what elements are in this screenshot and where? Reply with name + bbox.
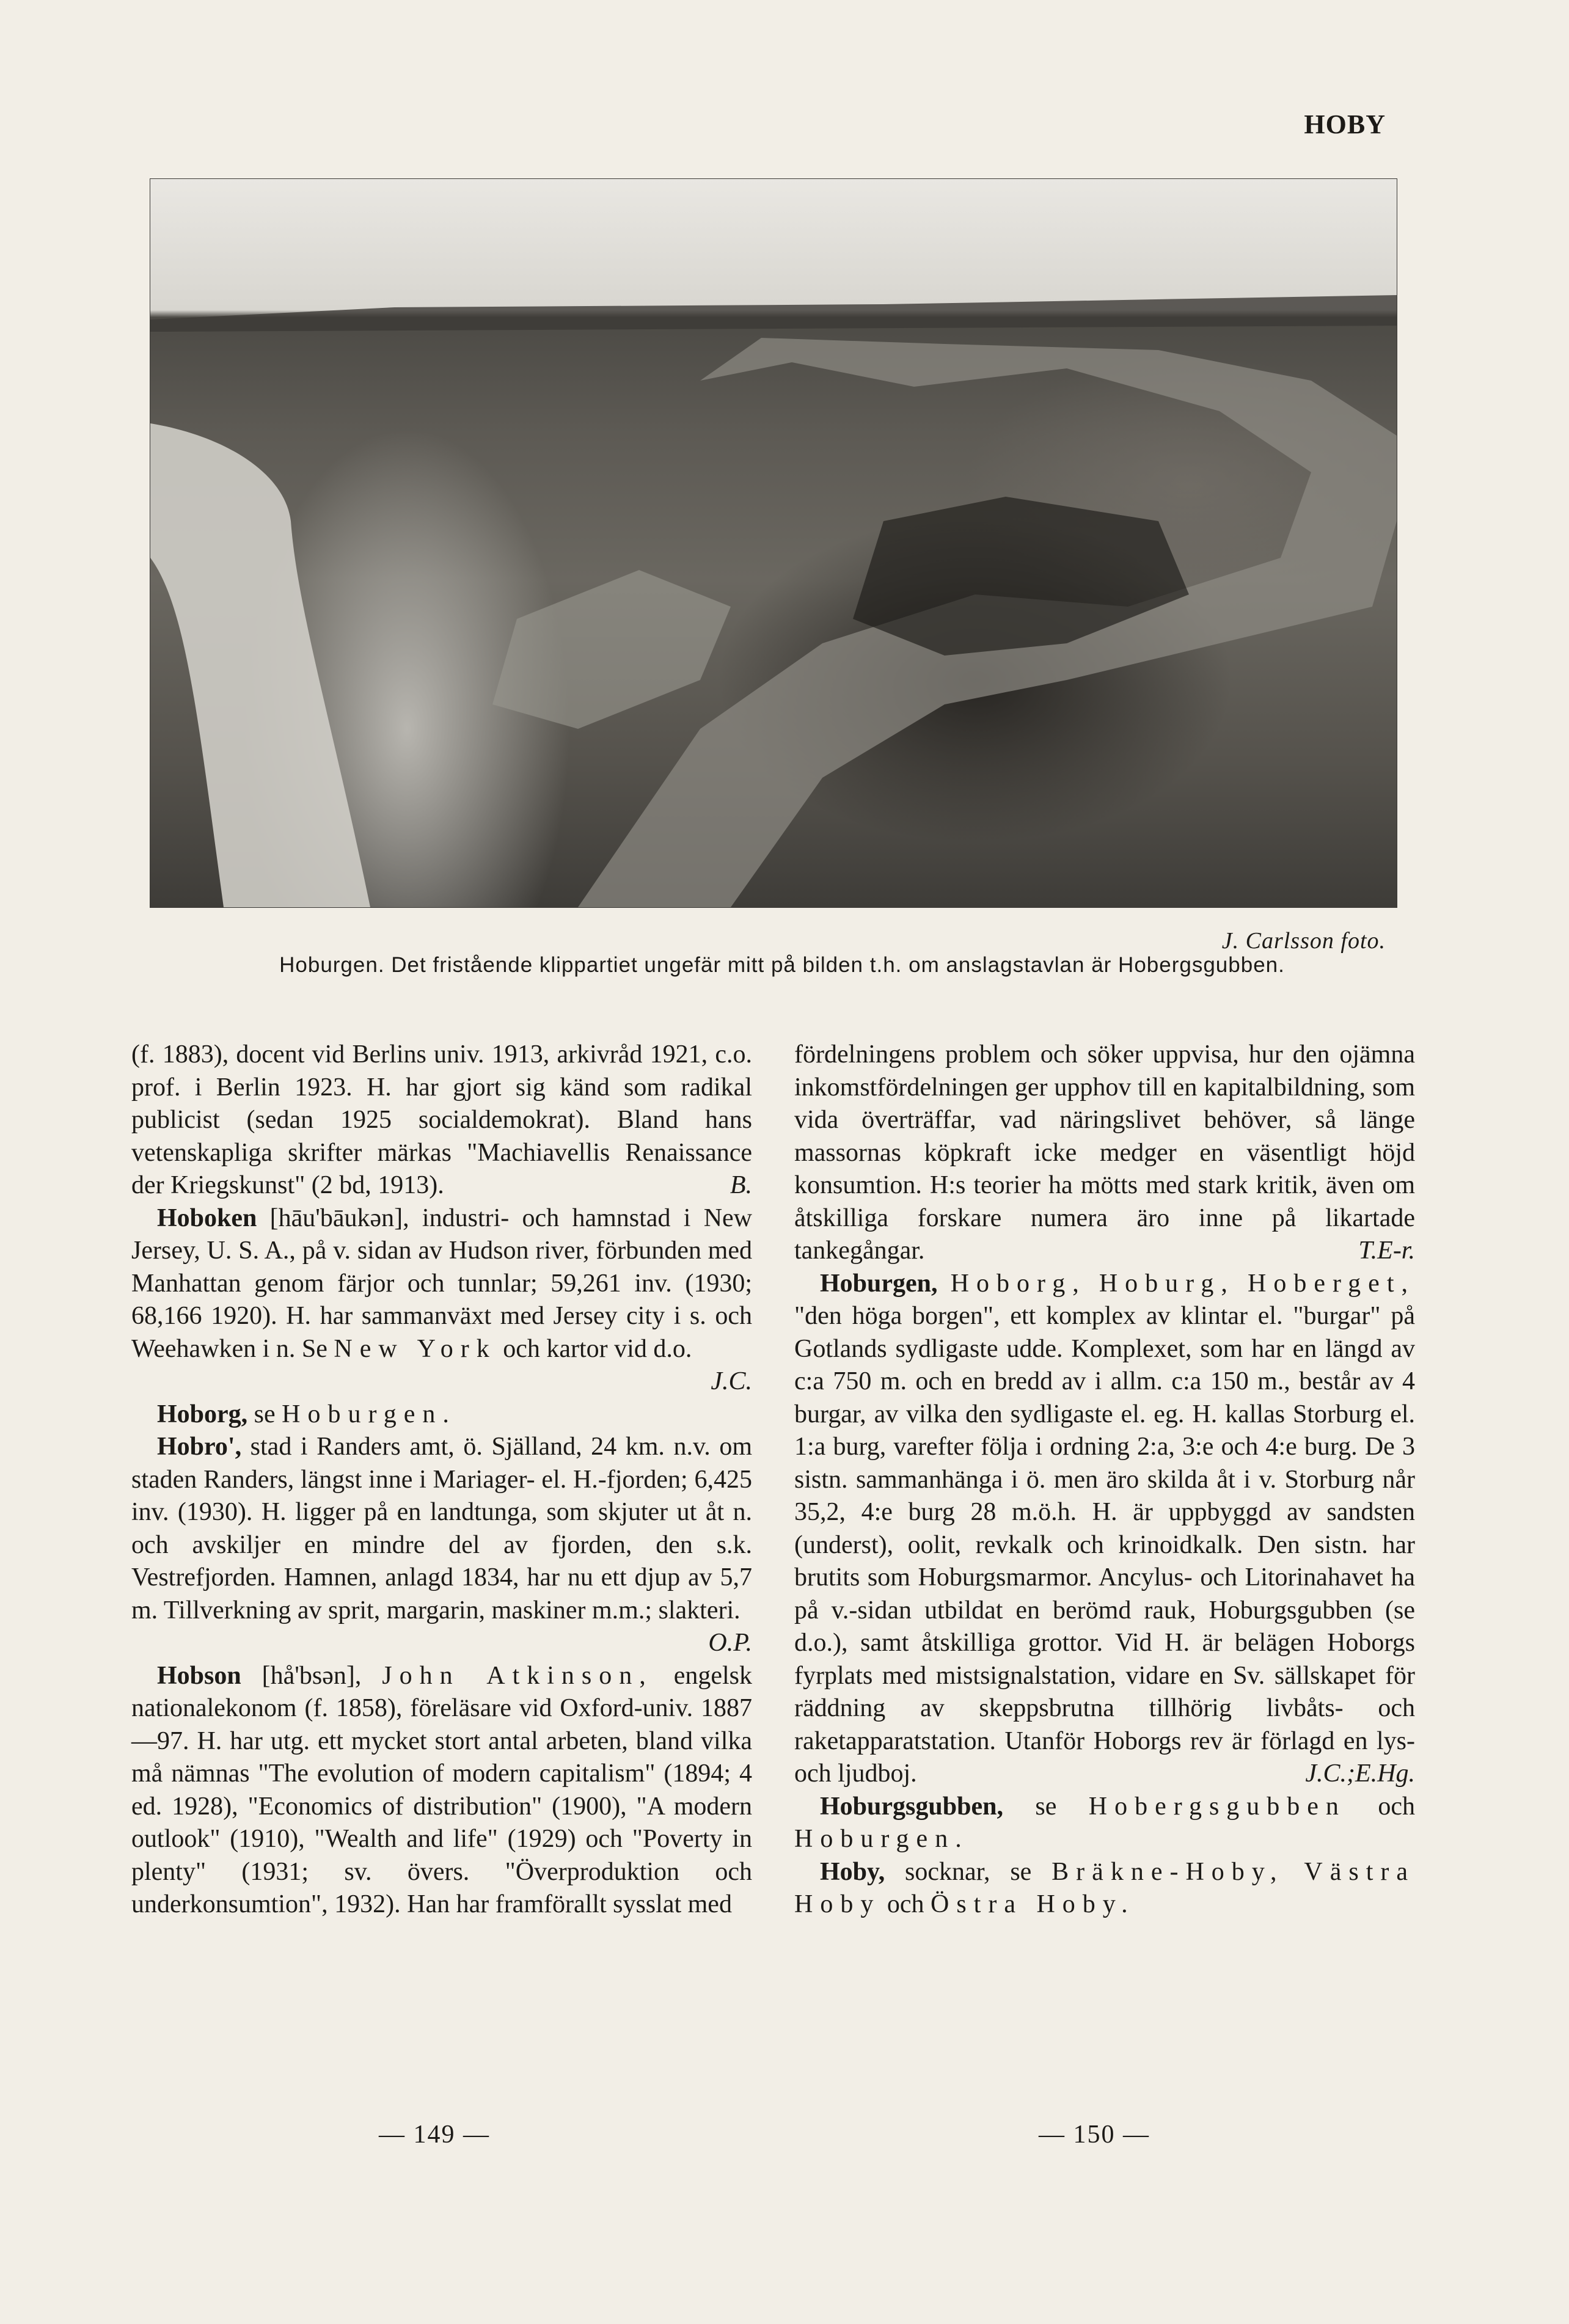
entry-text: [hāu'bāukən], industri- och hamnstad i New Jersey, U. S. A., på v. sidan av Hudson river, förbunden med Manhattan genom färjor och tunnlar; 59,261 inv. (1930; 68,166 1920). H. har sammanväxt med Jersey city i s. och Weehawken i n. Se xyxy=(131,1204,752,1363)
photo-credit: J. Carlsson foto. xyxy=(1221,928,1386,954)
entry-continuation xyxy=(794,1039,1415,1268)
left-column xyxy=(131,1039,752,1921)
photo-illustration xyxy=(150,179,1397,907)
cross-reference: Bräkne-Hoby, xyxy=(1051,1857,1284,1886)
person-name: John Atkinson, xyxy=(382,1661,653,1690)
cross-reference: Östra Hoby. xyxy=(931,1890,1135,1918)
page-number-left: — 149 — xyxy=(379,2121,490,2149)
alternate-name: Hoborg, xyxy=(950,1269,1086,1298)
cross-reference: New York xyxy=(334,1334,497,1363)
headword: Hoborg, xyxy=(157,1400,248,1428)
alternate-name: Hoberget, xyxy=(1247,1269,1415,1298)
alternate-name: Hoburg, xyxy=(1099,1269,1235,1298)
figure-caption: Hoburgen. Det fristående klippartiet ungefär mitt på bilden t.h. om anslagstavlan är Hobergsgubben. xyxy=(279,953,1285,977)
entry-hoby xyxy=(794,1856,1415,1921)
author-signature: J.C. xyxy=(711,1367,752,1395)
entry-hoborg xyxy=(131,1398,752,1431)
author-signature: O.P. xyxy=(708,1629,752,1657)
author-signature: T.E-r. xyxy=(1358,1237,1415,1265)
cross-reference: Hobergsgubben xyxy=(1088,1792,1346,1821)
entry-text: "den höga borgen", ett komplex av klintar el. "burgar" på Gotlands sydligaste udde. Komplexet, som har en längd av c:a 750 m. och en bredd av i allm. c:a 150 m., består av 4 burgar, av vilka den sydligaste el. eg. H. kallas Storburg el. 1:a burg, varefter följa i ordning 2:a, 3:e och 4:e burg. De 3 sistn. sammanhänga i ö. men äro skilda åt i v. Storburg når 35,2, 4:e burg 28 m.ö.h. H. är uppbyggd av sandsten (underst), oolit, revkalk och krinoidkalk. Den sistn. har brutits som Hoburgsmarmor. Ancylus- och Litorinahavet ha på v.-sidan utbildat en berömd rauk, Hoburgsgubben (se d.o.), samt åtskilliga grottor. Vid H. är belägen Hoborgs fyrplats med mistsignalstation, vidare en Sv. sällskapet för räddning av skeppsbrutna tillhörig livbåts- och raketapparatstation. Utanför Hoborgs rev är förlagd en lys- och ljudboj. xyxy=(794,1302,1415,1788)
page-number-right: — 150 — xyxy=(1039,2121,1150,2149)
right-column xyxy=(794,1039,1415,1921)
running-head: HOBY xyxy=(1304,109,1386,139)
entry-hoburgsgubben xyxy=(794,1791,1415,1856)
entry-text: se xyxy=(247,1400,282,1428)
headword: Hoboken xyxy=(157,1204,257,1232)
cross-reference: Hoburgen. xyxy=(282,1400,456,1428)
entry-text: och kartor vid d.o. xyxy=(496,1334,692,1363)
headword: Hoburgen, xyxy=(820,1269,938,1298)
entry-text: fördelningens problem och söker uppvisa, hur den ojämna inkomstfördelningen ger upphov till en kapitalbildning, som vida överträffar, vad näringslivet behöver, så länge massornas köpkraft icke medger en väsentligt höjd konsumtion. H:s teorier ha mötts med stark kritik, även om åtskilliga forskare numera äro inne på likartade tankegångar. xyxy=(794,1040,1415,1265)
entry-text: stad i Randers amt, ö. Själland, 24 km. n.v. om staden Randers, längst inne i Mariager- el. H.-fjorden; 6,425 inv. (1930). H. ligger på en landtunga, som skjuter ut åt n. och avskiljer en mindre del av fjorden, den s.k. Vestrefjorden. Hamnen, anlagd 1834, har nu ett djup av 5,7 m. Tillverkning av sprit, margarin, maskiner m.m.; slakteri. xyxy=(131,1433,752,1624)
entry-text: se xyxy=(1003,1792,1089,1821)
entry-text: och xyxy=(1345,1792,1415,1821)
entry-hobro xyxy=(131,1431,752,1660)
pronunciation: [hå'bsən], xyxy=(241,1661,382,1690)
headword: Hobro', xyxy=(157,1433,242,1461)
headword: Hoby, xyxy=(820,1857,885,1886)
entry-text: engelsk nationalekonom (f. 1858), föreläsare vid Oxford-univ. 1887—97. H. har utg. ett mycket stort antal arbeten, bland vilka må nämnas "The evolution of modern capitalism" (1894; 4 ed. 1928), "Economics of distribution" (1900), "A modern outlook" (1910), "Wealth and life" (1929) och "Poverty in plenty" (1931; sv. övers. "Överproduktion och underkonsumtion", 1932). Han har framförallt sysslat med xyxy=(131,1661,752,1918)
entry-hoboken xyxy=(131,1202,752,1398)
author-signature: B. xyxy=(730,1171,752,1199)
entry-hobson xyxy=(131,1660,752,1921)
entry-text: (f. 1883), docent vid Berlins univ. 1913, arkivråd 1921, c.o. prof. i Berlin 1923. H. har gjort sig känd som radikal publicist (sedan 1925 socialdemokrat). Bland hans vetenskapliga skrifter märkas "Machiavellis Renaissance der Kriegskunst" (2 bd, 1913). xyxy=(131,1040,752,1199)
author-signature: J.C.;E.Hg. xyxy=(1305,1759,1415,1788)
cross-reference: Västra Hoby xyxy=(794,1857,1416,1918)
entry-text: socknar, se xyxy=(885,1857,1052,1886)
entry-hoburgen xyxy=(794,1268,1415,1791)
entry-continuation xyxy=(131,1039,752,1202)
headword: Hobson xyxy=(157,1661,241,1690)
cross-reference: Hoburgen. xyxy=(794,1825,969,1853)
photograph-hoburgen xyxy=(150,178,1397,908)
headword: Hoburgsgubben, xyxy=(820,1792,1003,1821)
entry-text: och xyxy=(880,1890,931,1918)
